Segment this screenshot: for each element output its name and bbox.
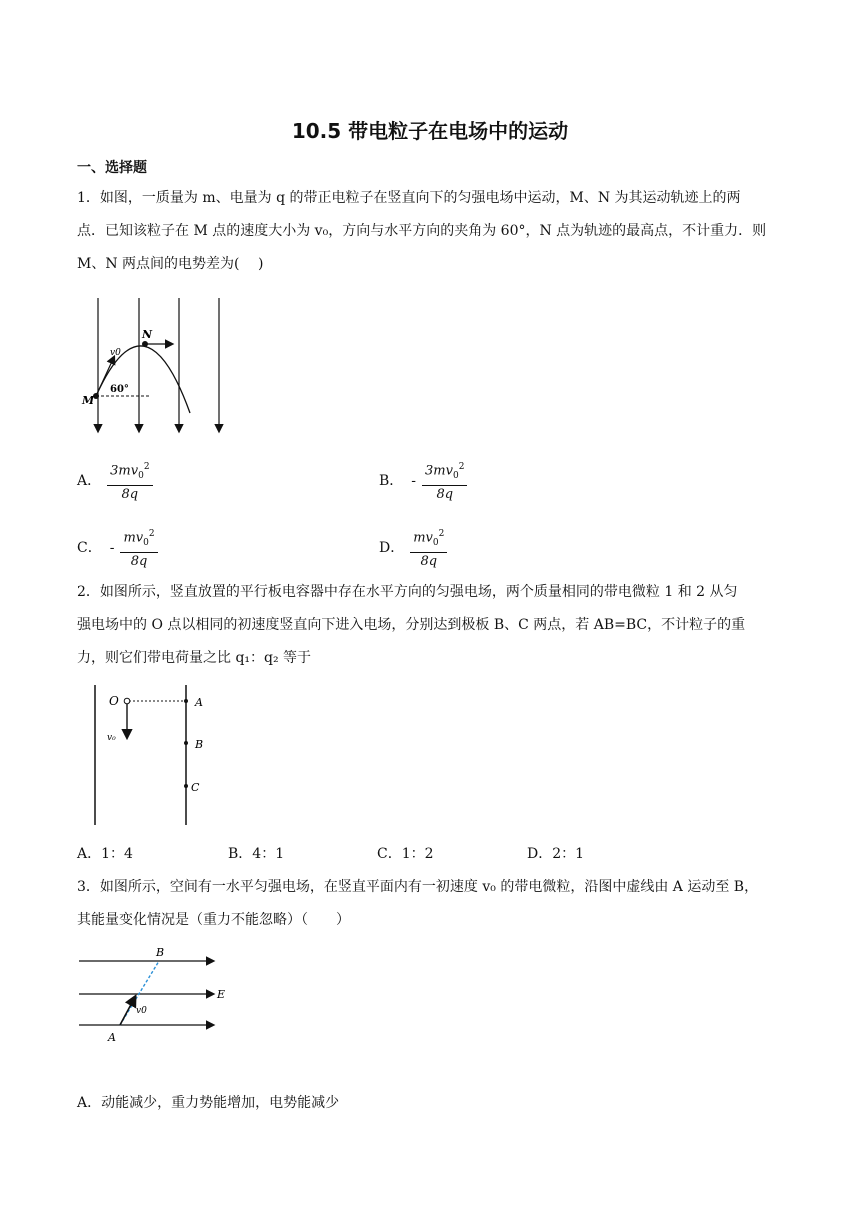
q1-option-c-fraction: $\frac{mv_0^2}{8q}$ [120,525,157,571]
q1-line-1: 1．如图，一质量为 m、电量为 q 的带正电粒子在竖直向下的匀强电场中运动，M、N 为其运动轨迹上的两 [77,190,741,206]
page-title: 10.5 带电粒子在电场中的运动 [291,119,569,143]
q1-label-v0: v0 [110,348,121,358]
q3-figure [75,945,235,1045]
q1-label-n: N [142,328,153,341]
q1-option-a[interactable]: A． $\frac{3mv_0^2}{8q}$ [77,458,153,504]
q2-option-a[interactable]: A．1：4 [77,846,133,862]
q3-line-2: 其能量变化情况是（重力不能忽略）（ ） [77,912,350,928]
q3-v0-arrow [120,997,135,1025]
q2-label-b: B [195,738,204,751]
q3-label-b: B [156,946,165,959]
q2-label-a: A [195,696,203,709]
q1-line-3: M、N 两点间的电势差为( ) [77,256,264,272]
q1-option-c[interactable]: C． - $\frac{mv_0^2}{8q}$ [77,525,158,571]
q3-label-a: A [108,1031,116,1044]
q2-figure [85,683,215,828]
q2-option-c[interactable]: C．1：2 [377,846,434,862]
q1-option-b[interactable]: B． - $\frac{3mv_0^2}{8q}$ [379,458,467,504]
q3-line-1: 3．如图所示，空间有一水平匀强电场，在竖直平面内有一初速度 v₀ 的带电微粒，沿图中虚线由 A 运动至 B， [77,879,759,895]
q2-point-b [184,741,188,745]
q3-option-a[interactable]: A．动能减少，重力势能增加，电势能减少 [77,1095,340,1111]
q2-label-c: C [191,781,200,794]
section-heading: 一、选择题 [77,160,147,176]
q1-option-d-fraction: $\frac{mv_0^2}{8q}$ [410,525,447,571]
q2-label-o: O [109,694,119,708]
q2-point-o [124,698,130,704]
q3-label-v0: v0 [136,1006,147,1016]
q2-line-3: 力，则它们带电荷量之比 q₁：q₂ 等于 [77,650,312,666]
q1-option-b-fraction: $\frac{3mv_0^2}{8q}$ [422,458,467,504]
q1-figure [80,293,240,438]
q1-field-lines [98,298,219,431]
q2-option-b[interactable]: B．4：1 [228,846,285,862]
q1-label-m: M [82,394,95,407]
q2-line-2: 强电场中的 O 点以相同的初速度竖直向下进入电场，分别达到极板 B、C 两点，若 AB=BC，不计粒子的重 [77,617,746,633]
q2-label-v0: v₀ [107,733,116,743]
q3-label-e: E [217,988,226,1001]
q2-line-1: 2．如图所示，竖直放置的平行板电容器中存在水平方向的匀强电场，两个质量相同的带电微粒 1 和 2 从匀 [77,584,738,600]
q2-point-a [184,699,188,703]
q2-point-c [184,784,188,788]
q1-label-angle: 60° [110,384,129,395]
q1-option-d[interactable]: D． $\frac{mv_0^2}{8q}$ [379,525,447,571]
q1-point-n [142,341,148,347]
q1-line-2: 点．已知该粒子在 M 点的速度大小为 v₀，方向与水平方向的夹角为 60°，N 点为轨迹的最高点，不计重力．则 [77,223,767,239]
q1-option-a-fraction: $\frac{3mv_0^2}{8q}$ [107,458,152,504]
q2-option-d[interactable]: D．2：1 [527,846,585,862]
